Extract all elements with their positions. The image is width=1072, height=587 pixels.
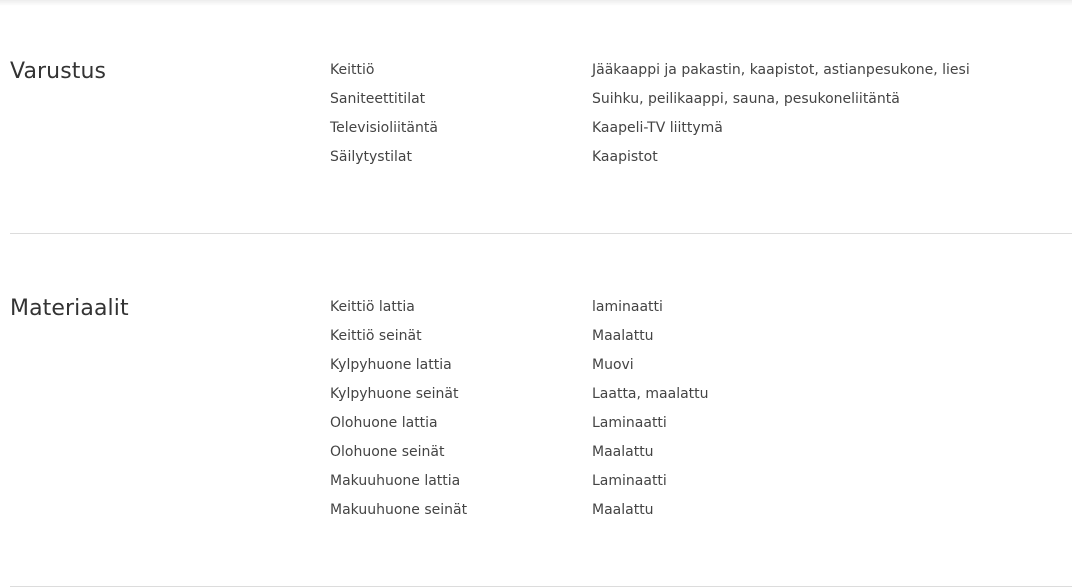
row-value: Maalattu xyxy=(592,328,654,344)
section-divider xyxy=(10,233,1072,234)
materials-row xyxy=(330,297,1072,326)
equipment-row xyxy=(330,89,1072,118)
row-label: Makuuhuone lattia xyxy=(330,473,461,489)
row-label: Keittiö xyxy=(330,62,375,78)
row-label: Makuuhuone seinät xyxy=(330,502,468,518)
row-value: Maalattu xyxy=(592,444,654,460)
row-value: Kaapistot xyxy=(592,149,658,165)
materials-row xyxy=(330,442,1072,471)
row-value: Laatta, maalattu xyxy=(592,386,709,402)
row-value: Jääkaappi ja pakastin, kaapistot, astianpesukone, liesi xyxy=(592,62,970,78)
materials-list xyxy=(330,297,1072,529)
equipment-row xyxy=(330,118,1072,147)
materials-row xyxy=(330,500,1072,529)
equipment-row xyxy=(330,60,1072,89)
row-value: Suihku, peilikaappi, sauna, pesukoneliitäntä xyxy=(592,91,900,107)
row-value: Laminaatti xyxy=(592,415,667,431)
row-label: Kylpyhuone lattia xyxy=(330,357,452,373)
row-label: Keittiö lattia xyxy=(330,299,415,315)
section-title: Varustus xyxy=(10,59,107,84)
row-value: Laminaatti xyxy=(592,473,667,489)
materials-row xyxy=(330,471,1072,500)
row-label: Säilytystilat xyxy=(330,149,412,165)
row-value: laminaatti xyxy=(592,299,663,315)
row-label: Televisioliitäntä xyxy=(330,120,438,136)
row-label: Olohuone lattia xyxy=(330,415,438,431)
row-value: Kaapeli-TV liittymä xyxy=(592,120,723,136)
equipment-list xyxy=(330,60,1072,176)
materials-row xyxy=(330,355,1072,384)
materials-row xyxy=(330,384,1072,413)
section-title: Materiaalit xyxy=(10,296,129,321)
equipment-row xyxy=(330,147,1072,176)
row-label: Olohuone seinät xyxy=(330,444,445,460)
row-value: Muovi xyxy=(592,357,634,373)
materials-row xyxy=(330,326,1072,355)
row-label: Keittiö seinät xyxy=(330,328,422,344)
materials-row xyxy=(330,413,1072,442)
row-label: Saniteettitilat xyxy=(330,91,426,107)
top-shadow xyxy=(0,0,1072,6)
row-value: Maalattu xyxy=(592,502,654,518)
row-label: Kylpyhuone seinät xyxy=(330,386,459,402)
